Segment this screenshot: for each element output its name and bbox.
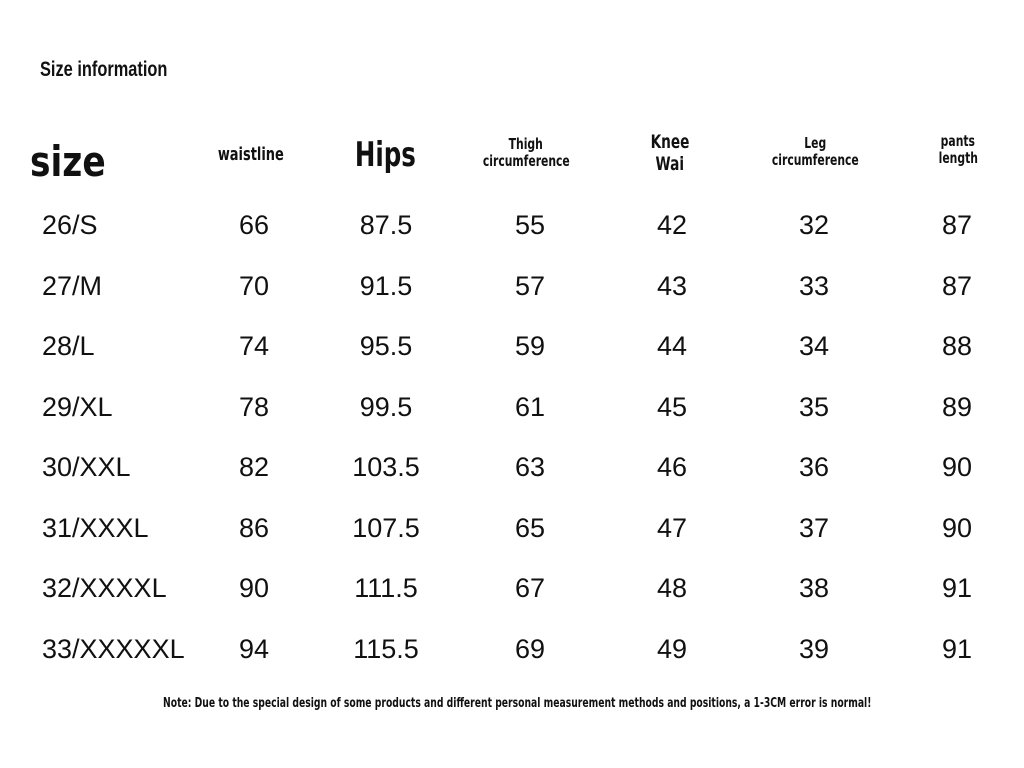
header-waistline-label: waistline bbox=[218, 144, 284, 165]
cell-knee: 46 bbox=[656, 452, 688, 482]
cell-hips: 103.5 bbox=[352, 452, 420, 482]
cell-leg: 38 bbox=[798, 573, 830, 603]
header-size bbox=[30, 138, 140, 186]
cell-size: 32/XXXXL bbox=[42, 573, 167, 603]
header-pants-line2: length bbox=[938, 149, 978, 168]
cell-waistline: 82 bbox=[238, 452, 270, 482]
cell-knee: 48 bbox=[656, 573, 688, 603]
cell-leg: 36 bbox=[798, 452, 830, 482]
cell-size: 31/XXXL bbox=[42, 512, 149, 543]
cell-knee: 44 bbox=[656, 331, 688, 361]
cell-knee: 49 bbox=[656, 633, 688, 664]
cell-hips: 99.5 bbox=[359, 391, 413, 422]
header-pants-line1: pants bbox=[940, 132, 976, 150]
header-leg-line1: Leg bbox=[804, 134, 826, 152]
cell-thigh: 67 bbox=[514, 573, 546, 603]
cell-pants-length: 87 bbox=[941, 210, 973, 240]
cell-hips: 87.5 bbox=[359, 210, 413, 240]
cell-leg: 34 bbox=[798, 331, 830, 361]
header-hips bbox=[325, 136, 445, 175]
cell-thigh: 65 bbox=[514, 512, 546, 543]
cell-knee: 43 bbox=[656, 270, 688, 301]
cell-pants-length: 91 bbox=[941, 633, 973, 664]
cell-leg: 33 bbox=[798, 270, 830, 301]
cell-size: 26/S bbox=[42, 210, 98, 240]
header-thigh-line1: Thigh bbox=[508, 135, 544, 153]
cell-hips: 95.5 bbox=[359, 331, 413, 361]
cell-size: 27/M bbox=[42, 270, 103, 301]
cell-hips: 111.5 bbox=[354, 573, 418, 603]
cell-thigh: 59 bbox=[514, 331, 546, 361]
cell-waistline: 74 bbox=[238, 331, 270, 361]
header-knee-line1: Knee bbox=[650, 131, 690, 153]
header-waistline bbox=[196, 145, 306, 166]
cell-waistline: 70 bbox=[238, 270, 270, 301]
header-size-label: size bbox=[30, 137, 106, 186]
header-pants-length bbox=[910, 133, 1006, 168]
cell-thigh: 61 bbox=[514, 391, 546, 422]
cell-pants-length: 88 bbox=[941, 331, 973, 361]
cell-thigh: 55 bbox=[514, 210, 546, 240]
cell-pants-length: 91 bbox=[941, 573, 973, 603]
table-row bbox=[0, 498, 1024, 559]
cell-pants-length: 90 bbox=[941, 512, 973, 543]
cell-size: 29/XL bbox=[42, 391, 113, 422]
cell-hips: 107.5 bbox=[352, 512, 420, 543]
table-row bbox=[0, 316, 1024, 377]
header-hips-label: Hips bbox=[354, 135, 416, 175]
cell-waistline: 66 bbox=[238, 210, 270, 240]
table-row bbox=[0, 558, 1024, 619]
cell-waistline: 90 bbox=[238, 573, 270, 603]
table-row bbox=[0, 195, 1024, 256]
cell-pants-length: 90 bbox=[941, 452, 973, 482]
header-leg-circumference bbox=[745, 135, 885, 170]
header-thigh-line2: circumference bbox=[482, 152, 570, 171]
cell-knee: 47 bbox=[656, 512, 688, 543]
cell-thigh: 63 bbox=[514, 452, 546, 482]
cell-waistline: 86 bbox=[238, 512, 270, 543]
cell-leg: 39 bbox=[798, 633, 830, 664]
cell-knee: 42 bbox=[656, 210, 688, 240]
cell-waistline: 94 bbox=[238, 633, 270, 664]
cell-thigh: 69 bbox=[514, 633, 546, 664]
cell-size: 28/L bbox=[42, 331, 95, 361]
cell-size: 30/XXL bbox=[42, 452, 131, 482]
cell-knee: 45 bbox=[656, 391, 688, 422]
header-knee-line2: Wai bbox=[655, 152, 685, 175]
cell-pants-length: 87 bbox=[941, 270, 973, 301]
cell-size: 33/XXXXXL bbox=[42, 633, 185, 664]
header-knee bbox=[620, 132, 720, 176]
cell-thigh: 57 bbox=[514, 270, 546, 301]
header-thigh-circumference bbox=[456, 136, 596, 171]
table-row bbox=[0, 377, 1024, 438]
header-leg-line2: circumference bbox=[771, 151, 859, 170]
cell-waistline: 78 bbox=[238, 391, 270, 422]
cell-leg: 32 bbox=[798, 210, 830, 240]
table-row bbox=[0, 437, 1024, 498]
table-row bbox=[0, 619, 1024, 680]
cell-hips: 115.5 bbox=[353, 633, 419, 664]
cell-leg: 37 bbox=[798, 512, 830, 543]
page-title: Size information bbox=[40, 58, 168, 81]
cell-pants-length: 89 bbox=[941, 391, 973, 422]
size-table bbox=[0, 195, 1024, 679]
table-row bbox=[0, 256, 1024, 317]
measurement-note: Note: Due to the special design of some products and different personal measurement methods and positions, a 1-3CM error is normal! bbox=[163, 696, 872, 711]
cell-leg: 35 bbox=[798, 391, 830, 422]
cell-hips: 91.5 bbox=[359, 270, 413, 301]
